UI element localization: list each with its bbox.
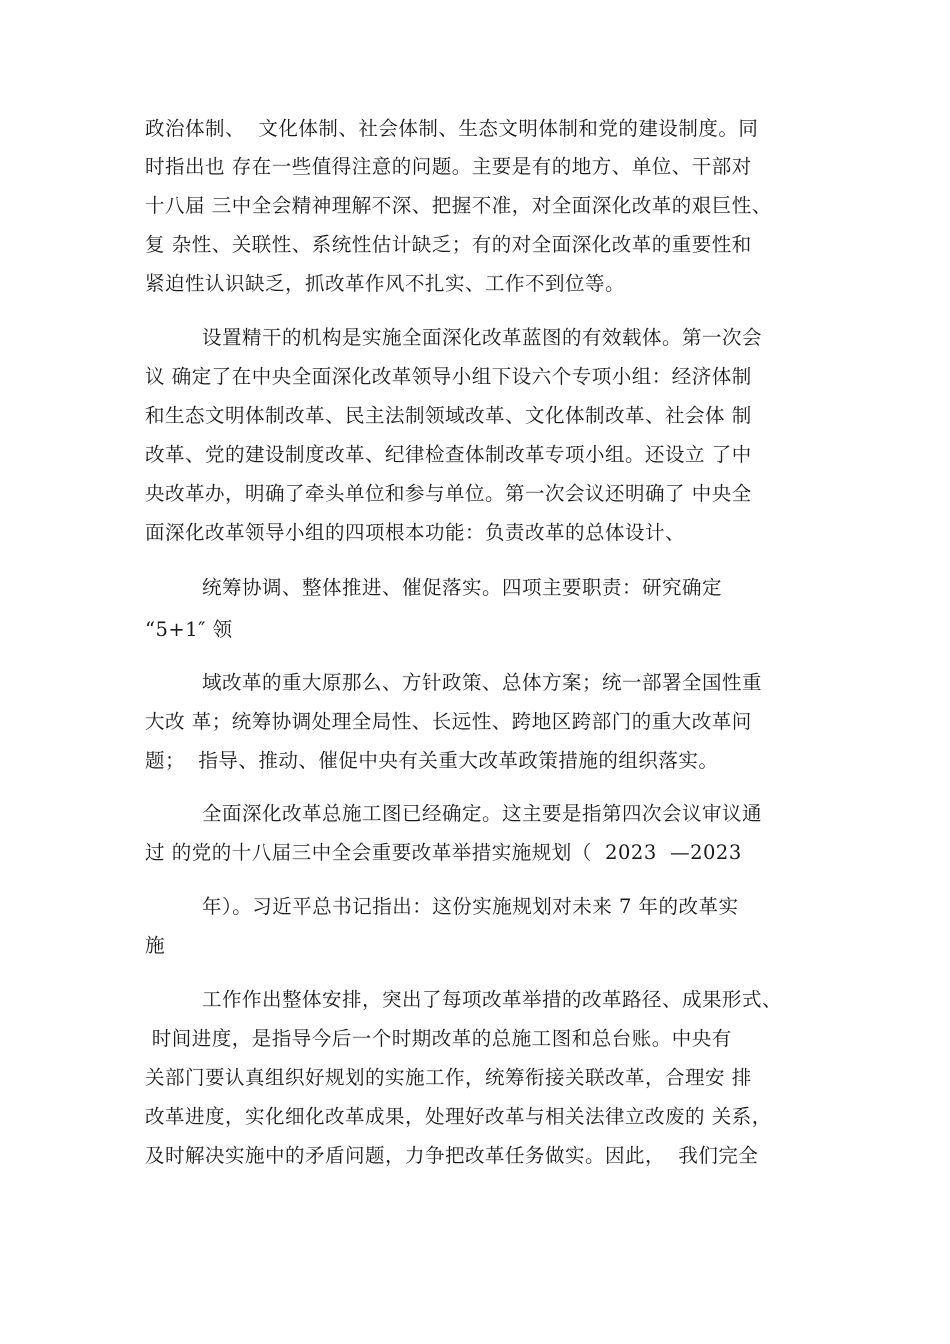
text-line: 紧迫性认识缺乏，抓改革作风不扎实、工作不到位等。 [145,272,626,295]
text-line: 大改 革；统筹协调处理全局性、长远性、跨地区跨部门的重大改革问 [145,710,752,733]
text-line: 题； 指导、推动、催促中央有关重大改革政策措施的组织落实。 [145,749,719,772]
text-line: 过 的党的十八届三中全会重要改革举措实施规划（ 2023 —2023 [145,841,742,864]
text-line: 时间进度，是指导今后一个时期改革的总施工图和总台账。中央有 [145,1027,732,1050]
text-line: 施 [145,934,166,957]
text-line: 复 杂性、关联性、系统性估计缺乏；有的对全面深化改革的重要性和 [145,233,752,256]
text-line: 工作作出整体安排，突出了每项改革举措的改革路径、成果形式、 [202,988,783,1011]
text-line: 域改革的重大原那么、方针政策、总体方案；统一部署全国性重 [202,671,763,694]
text-line: 统筹协调、整体推进、催促落实。四项主要职责：研究确定 [202,576,723,599]
text-line: 议 确定了在中央全面深化改革领导小组下设六个专项小组：经济体制 [145,365,752,388]
text-line: 改革、党的建设制度改革、纪律检查体制改革专项小组。还设立 了中 [145,443,752,466]
text-line: 改革进度，实化细化改革成果，处理好改革与相关法律立改废的 关系， [145,1105,772,1128]
text-line: 时指出也 存在一些值得注意的问题。主要是有的地方、单位、干部对 [145,155,752,178]
text-line: 及时解决实施中的矛盾问题，力争把改革任务做实。因此， 我们完全 [145,1144,759,1167]
text-line: 全面深化改革总施工图已经确定。这主要是指第四次会议审议通 [202,802,763,825]
text-line: 政治体制、 文化体制、社会体制、生态文明体制和党的建设制度。同 [145,117,759,140]
text-line: 设置精干的机构是实施全面深化改革蓝图的有效载体。第一次会 [202,326,763,349]
text-line: 面深化改革领导小组的四项根本功能：负责改革的总体设计、 [145,521,686,544]
text-line: 和生态文明体制改革、民主法制领域改革、文化体制改革、社会体 制 [145,404,752,427]
text-line: 年）。习近平总书记指出：这份实施规划对未来 7 年的改革实 [202,895,739,918]
text-line: 关部门要认真组织好规划的实施工作，统筹衔接关联改革，合理安 排 [145,1066,752,1089]
text-line: “5+1″ 领 [145,618,233,641]
text-line: 央改革办，明确了牵头单位和参与单位。第一次会议还明确了 中央全 [145,482,752,505]
text-line: 十八届 三中全会精神理解不深、把握不准，对全面深化改革的艰巨性、 [145,194,772,217]
